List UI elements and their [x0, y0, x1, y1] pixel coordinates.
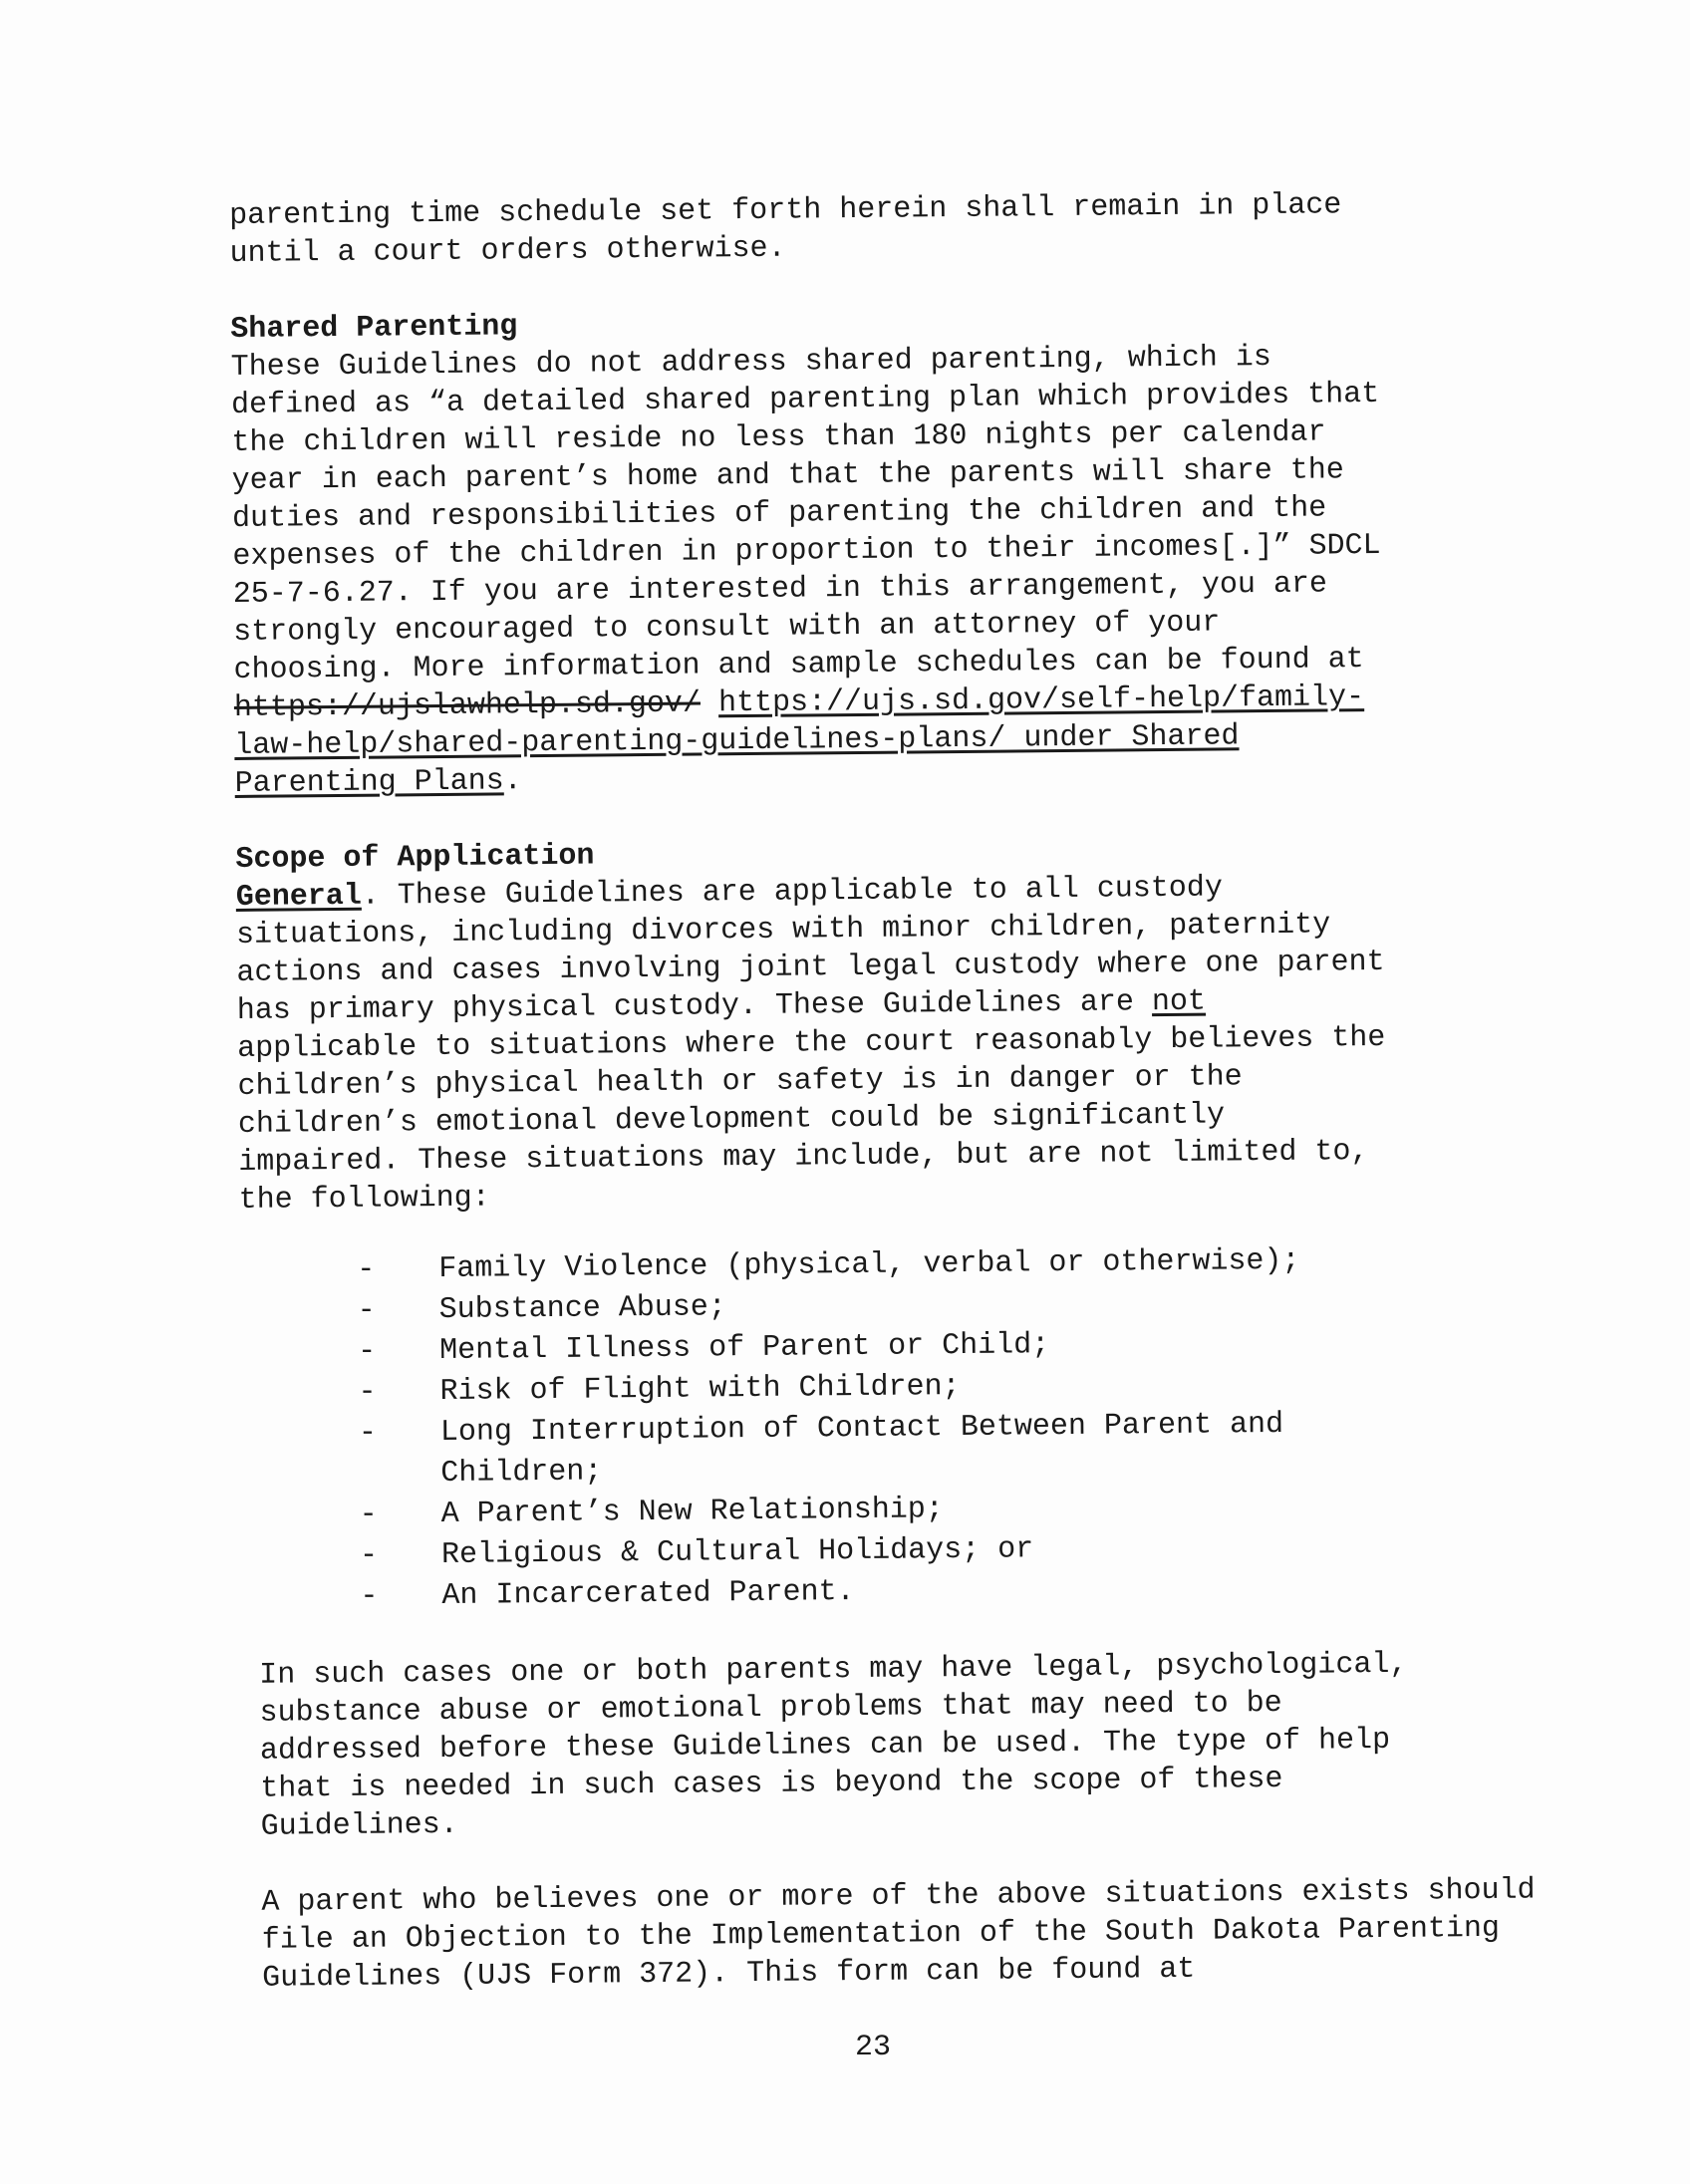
- shared-parenting-line: strongly encouraged to consult with an attorney of your: [233, 606, 1221, 650]
- cases-line: substance abuse or emotional problems that may need to be: [259, 1686, 1282, 1731]
- list-item-text: Risk of Flight with Children;: [439, 1370, 961, 1410]
- list-dash: -: [359, 1538, 379, 1573]
- scope-line: applicable to situations where the court reasonably believes the: [237, 1020, 1386, 1066]
- objection-paragraph: [245, 1872, 1536, 1998]
- page-number: 23: [855, 2031, 892, 2064]
- cases-line: Guidelines.: [260, 1807, 458, 1844]
- list-item-text: Religious & Cultural Holidays; or: [440, 1532, 1034, 1573]
- shared-parenting-heading: Shared Parenting: [230, 310, 518, 347]
- scope-line: impaired. These situations may include, but are not limited to,: [238, 1135, 1369, 1180]
- cases-paragraph: [243, 1645, 1521, 1846]
- general-rest: . These Guidelines are applicable to all custody: [361, 871, 1224, 914]
- scope-line-not-pre: has primary physical custody. These Guidelines are: [236, 985, 1153, 1028]
- list-item-text: An Incarcerated Parent.: [441, 1575, 855, 1614]
- shared-parenting-line: These Guidelines do not address shared parenting, which is: [230, 340, 1271, 385]
- shared-parenting-link-part3[interactable]: Parenting Plans: [234, 764, 504, 801]
- list-dash: -: [357, 1334, 377, 1369]
- shared-parenting-line: 25-7-6.27. If you are interested in this arrangement, you are: [232, 567, 1328, 612]
- scope-line: children’s physical health or safety is in danger or the: [237, 1060, 1243, 1104]
- struck-old-url: https://ujslawhelp.sd.gov/: [233, 686, 702, 725]
- scope-line: actions and cases involving joint legal custody where one parent: [236, 945, 1385, 990]
- list-dash: -: [359, 1498, 378, 1532]
- cases-line: In such cases one or both parents may have legal, psychological,: [259, 1647, 1408, 1693]
- intro-line-1: parenting time schedule set forth herein shall remain in place: [229, 188, 1342, 233]
- shared-parenting-line: defined as “a detailed shared parenting plan which provides that: [230, 377, 1380, 422]
- shared-parenting-link-part2[interactable]: law-help/shared-parenting-guidelines-plans/ under Shared: [234, 719, 1240, 763]
- shared-parenting-line: expenses of the children in proportion to their incomes[.]” SDCL: [232, 528, 1381, 574]
- intro-line-2: until a court orders otherwise.: [229, 231, 786, 271]
- scope-line: the following:: [238, 1181, 490, 1218]
- list-dash: -: [358, 1416, 378, 1451]
- objection-line: file an Objection to the Implementation of the South Dakota Parenting: [261, 1911, 1501, 1958]
- text-column: [229, 185, 1536, 1998]
- list-item-text: Mental Illness of Parent or Child;: [438, 1328, 1050, 1369]
- situations-list: [239, 1239, 1518, 1619]
- list-item-text: Family Violence (physical, verbal or otherwise);: [438, 1243, 1300, 1287]
- list-dash: -: [357, 1293, 376, 1328]
- list-dash: -: [360, 1579, 379, 1614]
- end-punctuation: .: [503, 764, 522, 799]
- cases-line: addressed before these Guidelines can be used. The type of help: [259, 1723, 1391, 1769]
- shared-parenting-line: duties and responsibilities of parenting the children and the: [231, 491, 1327, 536]
- list-item-text: Substance Abuse;: [438, 1290, 726, 1328]
- shared-parenting-line: choosing. More information and sample schedules can be found at: [233, 643, 1364, 687]
- shared-parenting-line: the children will reside no less than 180 nights per calendar: [231, 415, 1326, 460]
- cases-line: that is needed in such cases is beyond the scope of these: [260, 1762, 1283, 1806]
- objection-line: Guidelines (UJS Form 372). This form can be found at: [261, 1952, 1196, 1996]
- scope-line: situations, including divorces with minor children, paternity: [235, 908, 1331, 953]
- list-item-text: Long Interruption of Contact Between Parent and Children;: [439, 1407, 1284, 1492]
- scope-line: children’s emotional development could be significantly: [237, 1098, 1226, 1142]
- not-word: not: [1151, 984, 1207, 1020]
- objection-line: A parent who believes one or more of the above situations exists should: [261, 1873, 1536, 1920]
- shared-parenting-line: year in each parent’s home and that the parents will share the: [231, 453, 1345, 498]
- list-dash: -: [357, 1252, 376, 1287]
- list-dash: -: [358, 1375, 377, 1410]
- shared-parenting-link-part1[interactable]: https://ujs.sd.gov/self-help/family-: [717, 681, 1365, 721]
- list-item-text: A Parent’s New Relationship;: [440, 1493, 944, 1532]
- list-item: [241, 1403, 1518, 1497]
- scope-heading: Scope of Application: [235, 839, 595, 877]
- general-label: General: [235, 879, 362, 915]
